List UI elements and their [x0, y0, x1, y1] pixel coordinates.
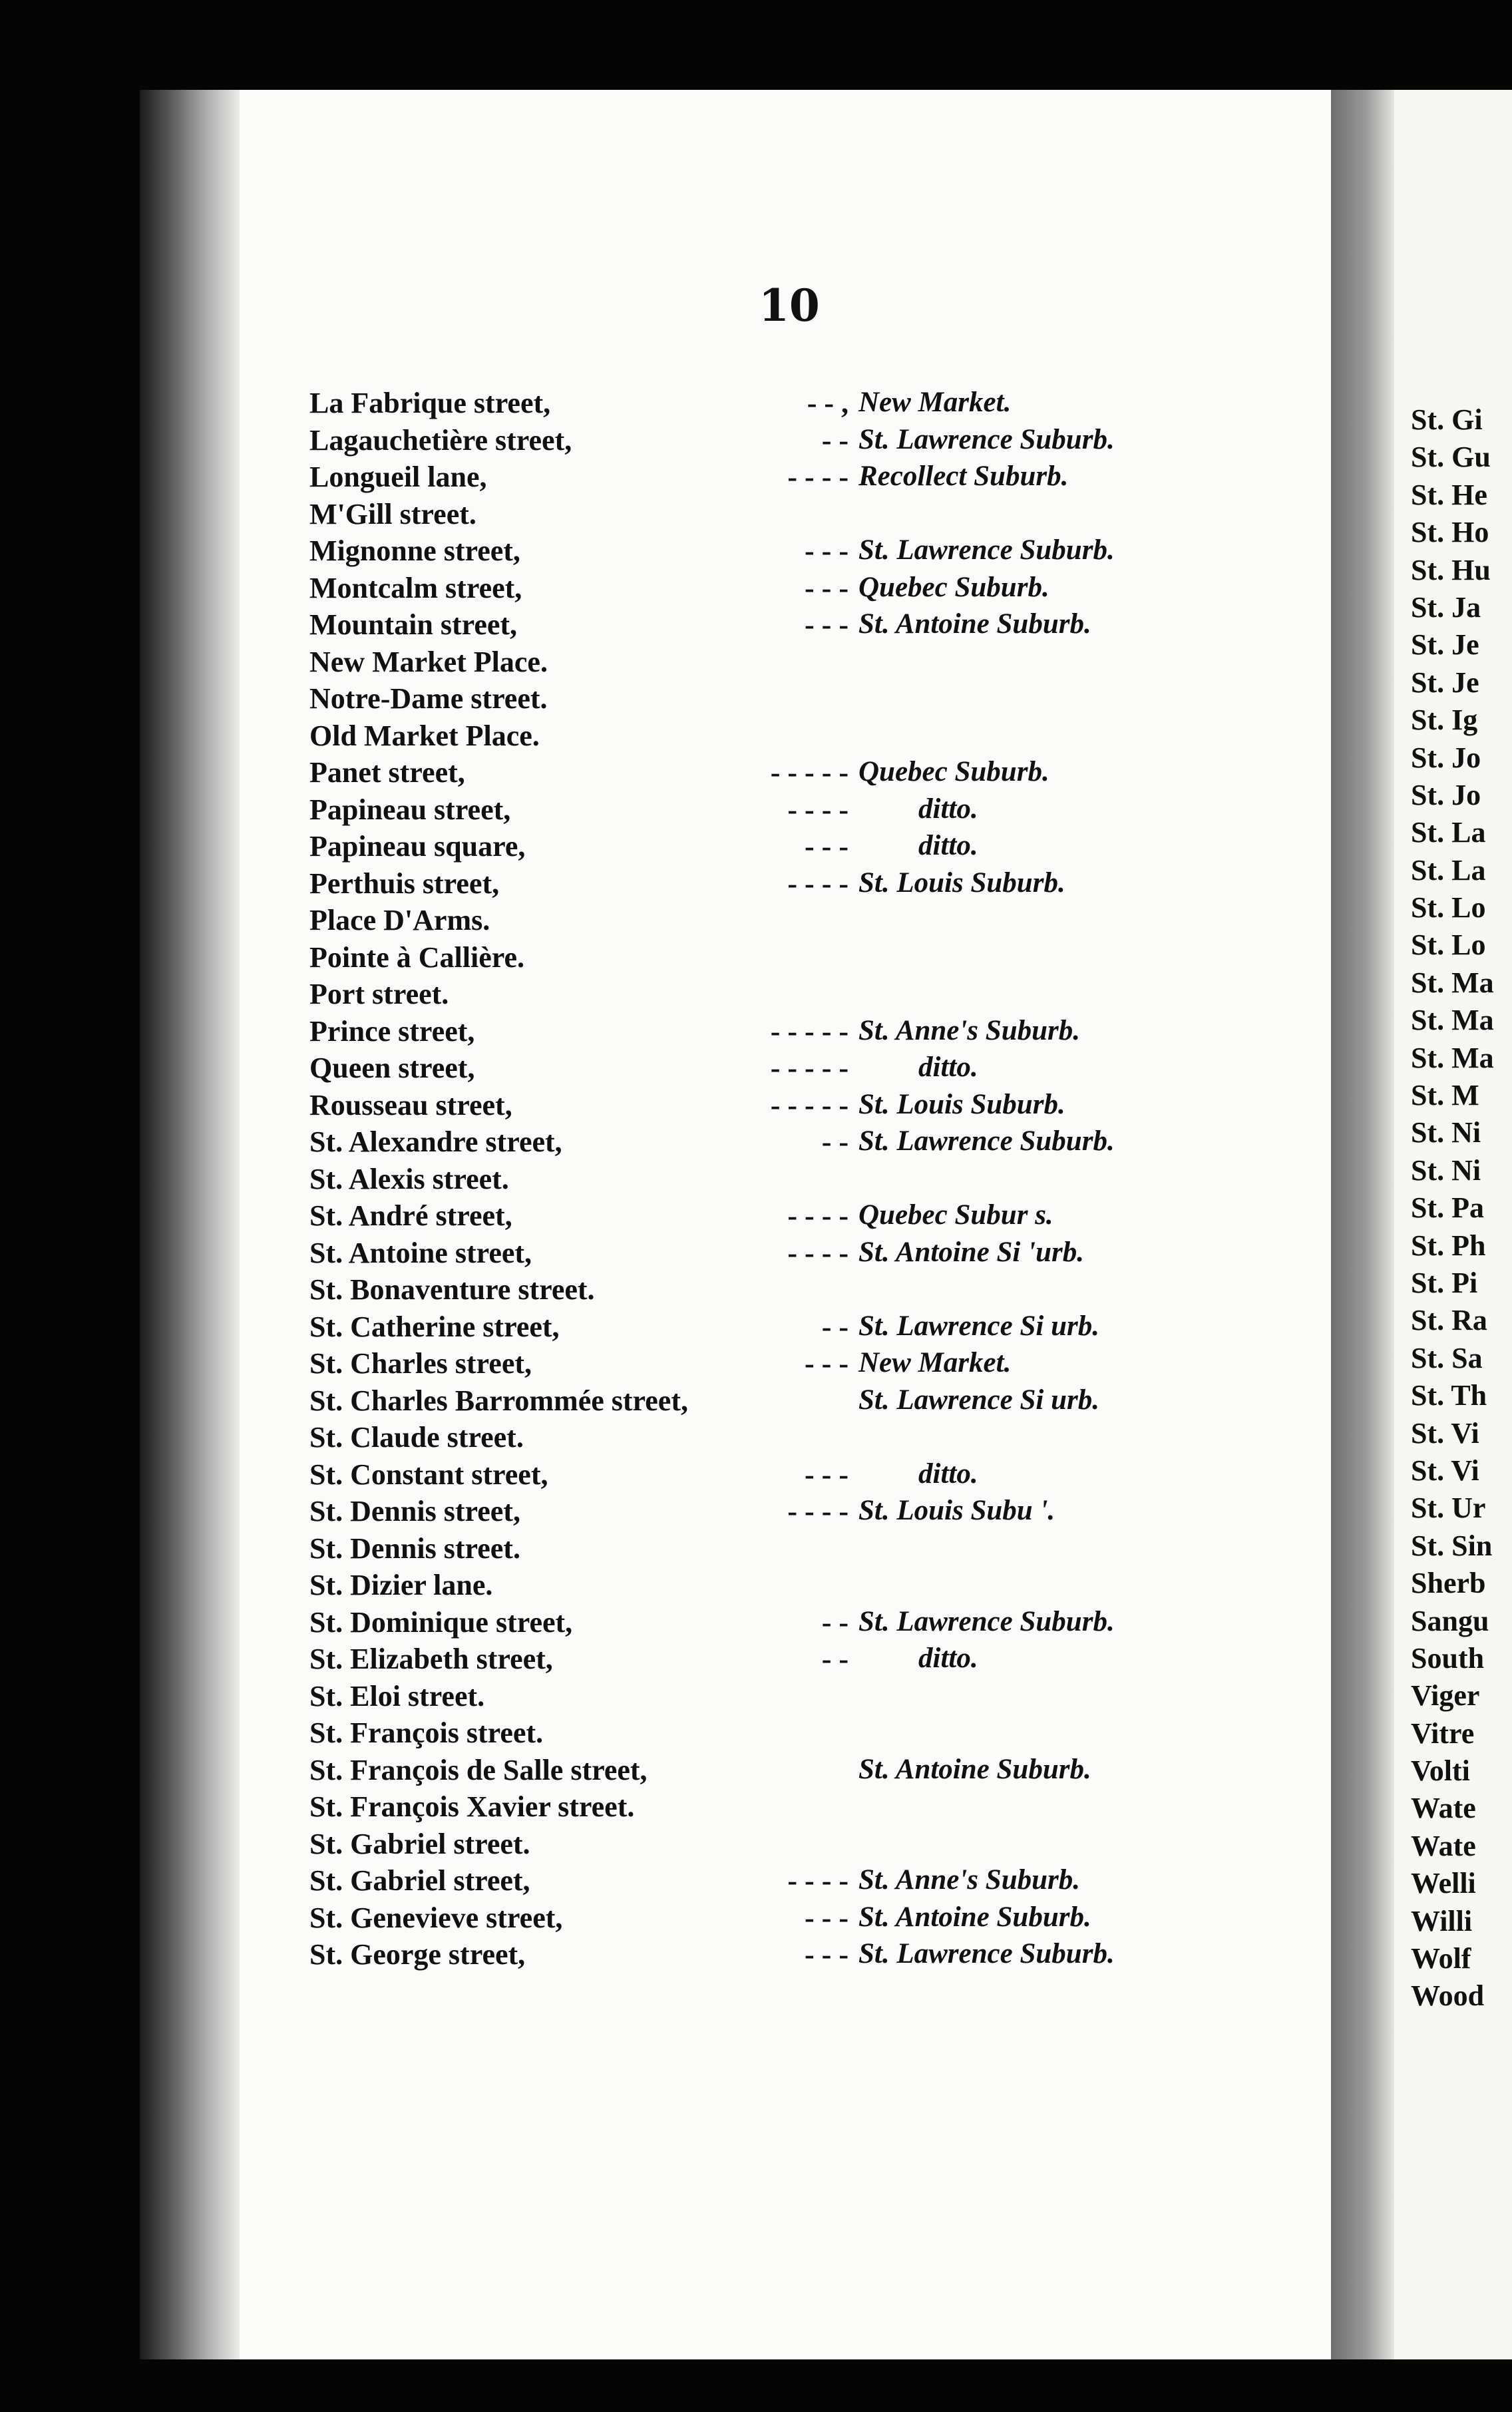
street-name: St. François Xavier street. — [309, 1790, 635, 1823]
street-name: St. Constant street, — [309, 1458, 548, 1491]
next-page-street-fragment: Sherb — [1411, 1567, 1486, 1600]
suburb-location: St. Anne's Suburb. — [858, 1864, 1081, 1896]
suburb-location: St. Antoine Suburb. — [858, 1901, 1091, 1933]
next-page-street-fragment: St. Ra — [1411, 1304, 1487, 1337]
street-name: M'Gill street. — [309, 497, 476, 530]
street-entry — [309, 571, 1308, 608]
street-entry — [309, 1531, 1308, 1569]
leader-dashes: - - - - — [787, 1236, 849, 1269]
leader-dashes: - - — [821, 1605, 849, 1639]
suburb-location: Quebec Suburb. — [858, 756, 1049, 787]
leader-dashes: - - — [821, 423, 849, 457]
page-binding-shadow — [140, 90, 240, 2359]
suburb-location: ditto. — [918, 1052, 978, 1083]
street-name: St. François street. — [309, 1716, 544, 1749]
leader-dashes: - - - - - — [770, 1052, 849, 1084]
street-entry — [309, 645, 1308, 682]
street-entry — [309, 1937, 1308, 1975]
street-name: St. Charles Barrommée street, — [309, 1384, 688, 1417]
next-page-street-fragment: Welli — [1411, 1867, 1476, 1900]
street-entry — [309, 829, 1308, 867]
street-name: Prince street, — [309, 1014, 475, 1048]
street-entry — [309, 1716, 1308, 1753]
street-name: St. François de Salle street, — [309, 1753, 648, 1786]
suburb-location: St. Lawrence Si urb. — [858, 1310, 1099, 1342]
street-name: St. Eloi street. — [309, 1679, 485, 1712]
next-page-street-fragment: St. Ni — [1411, 1153, 1481, 1187]
street-name: Papineau square, — [309, 830, 526, 863]
next-page-street-fragment: St. Ur — [1411, 1492, 1486, 1525]
next-page-street-fragment: St. Ja — [1411, 590, 1481, 624]
street-entry — [309, 1088, 1308, 1125]
leader-dashes: - - - - — [787, 1495, 849, 1527]
next-page-street-fragment: St. M — [1411, 1079, 1479, 1112]
street-entry — [309, 940, 1308, 978]
next-page-street-fragment: St. Th — [1411, 1379, 1487, 1412]
next-page-street-fragment: Wate — [1411, 1792, 1476, 1825]
leader-dashes: - - , — [807, 387, 849, 419]
street-name: Notre-Dame street. — [309, 682, 548, 715]
next-page-street-fragment: Wolf — [1411, 1942, 1471, 1975]
street-entry — [309, 1125, 1308, 1162]
street-entry — [309, 977, 1308, 1014]
suburb-location: St. Anne's Suburb. — [858, 1014, 1081, 1046]
street-entry — [309, 1310, 1308, 1347]
suburb-location: St. Louis Suburb. — [858, 867, 1065, 899]
leader-dashes: - - — [821, 1310, 849, 1343]
next-page-street-fragment: St. Jo — [1411, 741, 1481, 774]
street-entry — [309, 1790, 1308, 1827]
next-page-street-fragment: St. Ni — [1411, 1116, 1481, 1149]
street-entry — [309, 497, 1308, 534]
street-name: St. Alexandre street, — [309, 1125, 562, 1158]
leader-dashes: - - - - — [787, 793, 849, 826]
street-name: New Market Place. — [309, 645, 548, 678]
street-entry — [309, 1236, 1308, 1273]
next-page-street-fragment: St. Jo — [1411, 778, 1481, 811]
suburb-location: Quebec Subur s. — [858, 1199, 1053, 1231]
street-entry — [309, 1679, 1308, 1716]
next-page-street-fragment: St. Vi — [1411, 1454, 1479, 1487]
suburb-location: New Market. — [858, 1347, 1012, 1378]
street-entry — [309, 1162, 1308, 1199]
leader-dashes: - - - — [805, 534, 849, 567]
street-name: St. Charles street, — [309, 1347, 532, 1380]
next-page-street-fragment: St. Je — [1411, 666, 1479, 699]
leader-dashes: - - — [821, 1643, 849, 1675]
leader-dashes: - - - - — [787, 867, 849, 900]
leader-dashes: - - - — [805, 1347, 849, 1380]
street-entry — [309, 719, 1308, 756]
street-name: St. Catherine street, — [309, 1310, 560, 1343]
suburb-location: St. Lawrence Suburb. — [858, 423, 1115, 455]
street-name: St. Gabriel street. — [309, 1827, 530, 1860]
next-page-street-fragment: St. Ma — [1411, 966, 1494, 999]
street-name: Place D'Arms. — [309, 904, 490, 936]
street-name: Longueil lane, — [309, 461, 487, 493]
leader-dashes: - - - — [805, 571, 849, 604]
leader-dashes: - - - - - — [770, 1088, 849, 1121]
street-entry — [309, 903, 1308, 940]
next-page-street-fragment: St. Pa — [1411, 1191, 1484, 1225]
suburb-location: St. Lawrence Suburb. — [858, 534, 1115, 566]
next-page-edge — [1331, 90, 1512, 2359]
street-name: St. Dennis street. — [309, 1531, 520, 1565]
suburb-location: New Market. — [858, 387, 1012, 418]
leader-dashes: - - — [821, 1125, 849, 1158]
suburb-location: St. Louis Subu '. — [858, 1495, 1055, 1526]
next-page-street-fragment: St. Ma — [1411, 1041, 1494, 1074]
street-name: St. Claude street. — [309, 1421, 524, 1454]
street-name: St. Alexis street. — [309, 1162, 509, 1195]
street-name: Mignonne street, — [309, 534, 520, 567]
next-page-street-fragment: Vitre — [1411, 1716, 1475, 1750]
street-entry — [309, 386, 1308, 423]
street-name: Queen street, — [309, 1052, 475, 1084]
street-name: St. Elizabeth street, — [309, 1643, 553, 1675]
next-page-street-fragment: Willi — [1411, 1904, 1473, 1937]
page-number: 10 — [759, 280, 820, 331]
street-entry — [309, 1384, 1308, 1421]
suburb-location: St. Antoine Si 'urb. — [858, 1236, 1084, 1268]
leader-dashes: - - - - - — [770, 756, 849, 789]
suburb-location: St. Lawrence Suburb. — [858, 1125, 1115, 1157]
leader-dashes: - - - — [805, 608, 849, 641]
leader-dashes: - - - — [805, 1901, 849, 1934]
street-directory-list — [309, 386, 1308, 1975]
next-page-street-fragment: Wate — [1411, 1829, 1476, 1862]
next-page-street-fragment: Sangu — [1411, 1604, 1489, 1637]
street-entry — [309, 793, 1308, 830]
street-name: St. Dominique street, — [309, 1605, 573, 1639]
street-name: Pointe à Callière. — [309, 940, 524, 974]
street-name: St. Genevieve street, — [309, 1901, 563, 1934]
street-entry — [309, 1051, 1308, 1088]
street-entry — [309, 534, 1308, 571]
street-entry — [309, 1273, 1308, 1310]
suburb-location: ditto. — [918, 793, 978, 825]
next-page-street-fragment: Wood — [1411, 1979, 1485, 2013]
leader-dashes: - - - — [805, 830, 849, 863]
street-entry — [309, 867, 1308, 904]
street-entry — [309, 1346, 1308, 1384]
suburb-location: St. Louis Suburb. — [858, 1088, 1065, 1120]
next-page-street-fragment: St. Je — [1411, 628, 1479, 662]
street-name: St. Bonaventure street. — [309, 1273, 595, 1306]
leader-dashes: - - - - — [787, 1864, 849, 1897]
street-entry — [309, 1420, 1308, 1458]
street-entry — [309, 1199, 1308, 1236]
street-entry — [309, 1827, 1308, 1864]
next-page-binding-shadow — [1331, 90, 1394, 2359]
next-page-street-fragment: St. Vi — [1411, 1416, 1479, 1450]
next-page-street-fragment: South — [1411, 1641, 1485, 1675]
street-name: Mountain street, — [309, 608, 518, 641]
street-name: St. Antoine street, — [309, 1236, 532, 1269]
leader-dashes: - - - — [805, 1938, 849, 1971]
suburb-location: St. Antoine Suburb. — [858, 608, 1091, 640]
leader-dashes: - - - — [805, 1458, 849, 1491]
suburb-location: Quebec Suburb. — [858, 571, 1049, 603]
street-entry — [309, 1605, 1308, 1643]
next-page-street-fragment: St. Sa — [1411, 1341, 1483, 1374]
next-page-street-fragment: St. La — [1411, 816, 1486, 849]
street-name: St. Gabriel street, — [309, 1864, 530, 1897]
suburb-location: St. Lawrence Suburb. — [858, 1938, 1115, 1969]
street-name: St. Dizier lane. — [309, 1569, 493, 1601]
next-page-street-fragment: St. Gi — [1411, 403, 1483, 436]
street-name: St. George street, — [309, 1938, 526, 1971]
next-page-street-fragment: St. Sin — [1411, 1529, 1493, 1562]
next-page-street-fragment: St. Pi — [1411, 1266, 1478, 1299]
street-entry — [309, 1901, 1308, 1938]
leader-dashes: - - - - — [787, 1199, 849, 1232]
next-page-street-fragment: St. Ig — [1411, 704, 1478, 737]
suburb-location: ditto. — [918, 1643, 978, 1674]
street-entry — [309, 1014, 1308, 1052]
next-page-street-list — [1411, 403, 1494, 2017]
next-page-street-fragment: Volti — [1411, 1754, 1470, 1788]
suburb-location: Recollect Suburb. — [858, 461, 1069, 492]
next-page-street-fragment: St. Lo — [1411, 928, 1486, 962]
street-entry — [309, 682, 1308, 719]
next-page-street-fragment: St. He — [1411, 478, 1487, 511]
next-page-street-fragment: St. Gu — [1411, 441, 1491, 474]
book-page — [140, 90, 1331, 2359]
next-page-street-fragment: St. La — [1411, 853, 1486, 887]
street-name: Perthuis street, — [309, 867, 500, 900]
street-entry — [309, 1753, 1308, 1790]
next-page-street-fragment: St. Lo — [1411, 891, 1486, 924]
street-entry — [309, 1864, 1308, 1901]
street-entry — [309, 755, 1308, 793]
suburb-location: St. Lawrence Suburb. — [858, 1605, 1115, 1637]
street-name: St. André street, — [309, 1199, 512, 1232]
next-page-street-fragment: St. Hu — [1411, 553, 1491, 586]
street-name: Old Market Place. — [309, 719, 540, 752]
street-name: Lagauchetière street, — [309, 423, 572, 457]
next-page-street-fragment: St. Ph — [1411, 1229, 1486, 1262]
street-entry — [309, 1568, 1308, 1605]
leader-dashes: - - - - - — [770, 1014, 849, 1048]
suburb-location: St. Lawrence Si urb. — [858, 1384, 1099, 1416]
street-entry — [309, 423, 1308, 461]
street-name: Port street. — [309, 978, 449, 1010]
next-page-street-fragment: St. Ho — [1411, 516, 1489, 549]
street-name: La Fabrique street, — [309, 387, 551, 419]
street-name: Rousseau street, — [309, 1088, 512, 1121]
street-entry — [309, 460, 1308, 497]
street-entry — [309, 1494, 1308, 1531]
suburb-location: St. Antoine Suburb. — [858, 1753, 1091, 1785]
suburb-location: ditto. — [918, 1458, 978, 1490]
street-name: Panet street, — [309, 756, 465, 789]
street-entry — [309, 1458, 1308, 1495]
street-name: Montcalm street, — [309, 571, 522, 604]
street-entry — [309, 608, 1308, 645]
suburb-location: ditto. — [918, 830, 978, 861]
next-page-street-fragment: Viger — [1411, 1679, 1480, 1712]
street-entry — [309, 1642, 1308, 1679]
street-name: Papineau street, — [309, 793, 511, 826]
next-page-street-fragment: St. Ma — [1411, 1004, 1494, 1037]
street-name: St. Dennis street, — [309, 1495, 520, 1527]
leader-dashes: - - - - — [787, 461, 849, 493]
